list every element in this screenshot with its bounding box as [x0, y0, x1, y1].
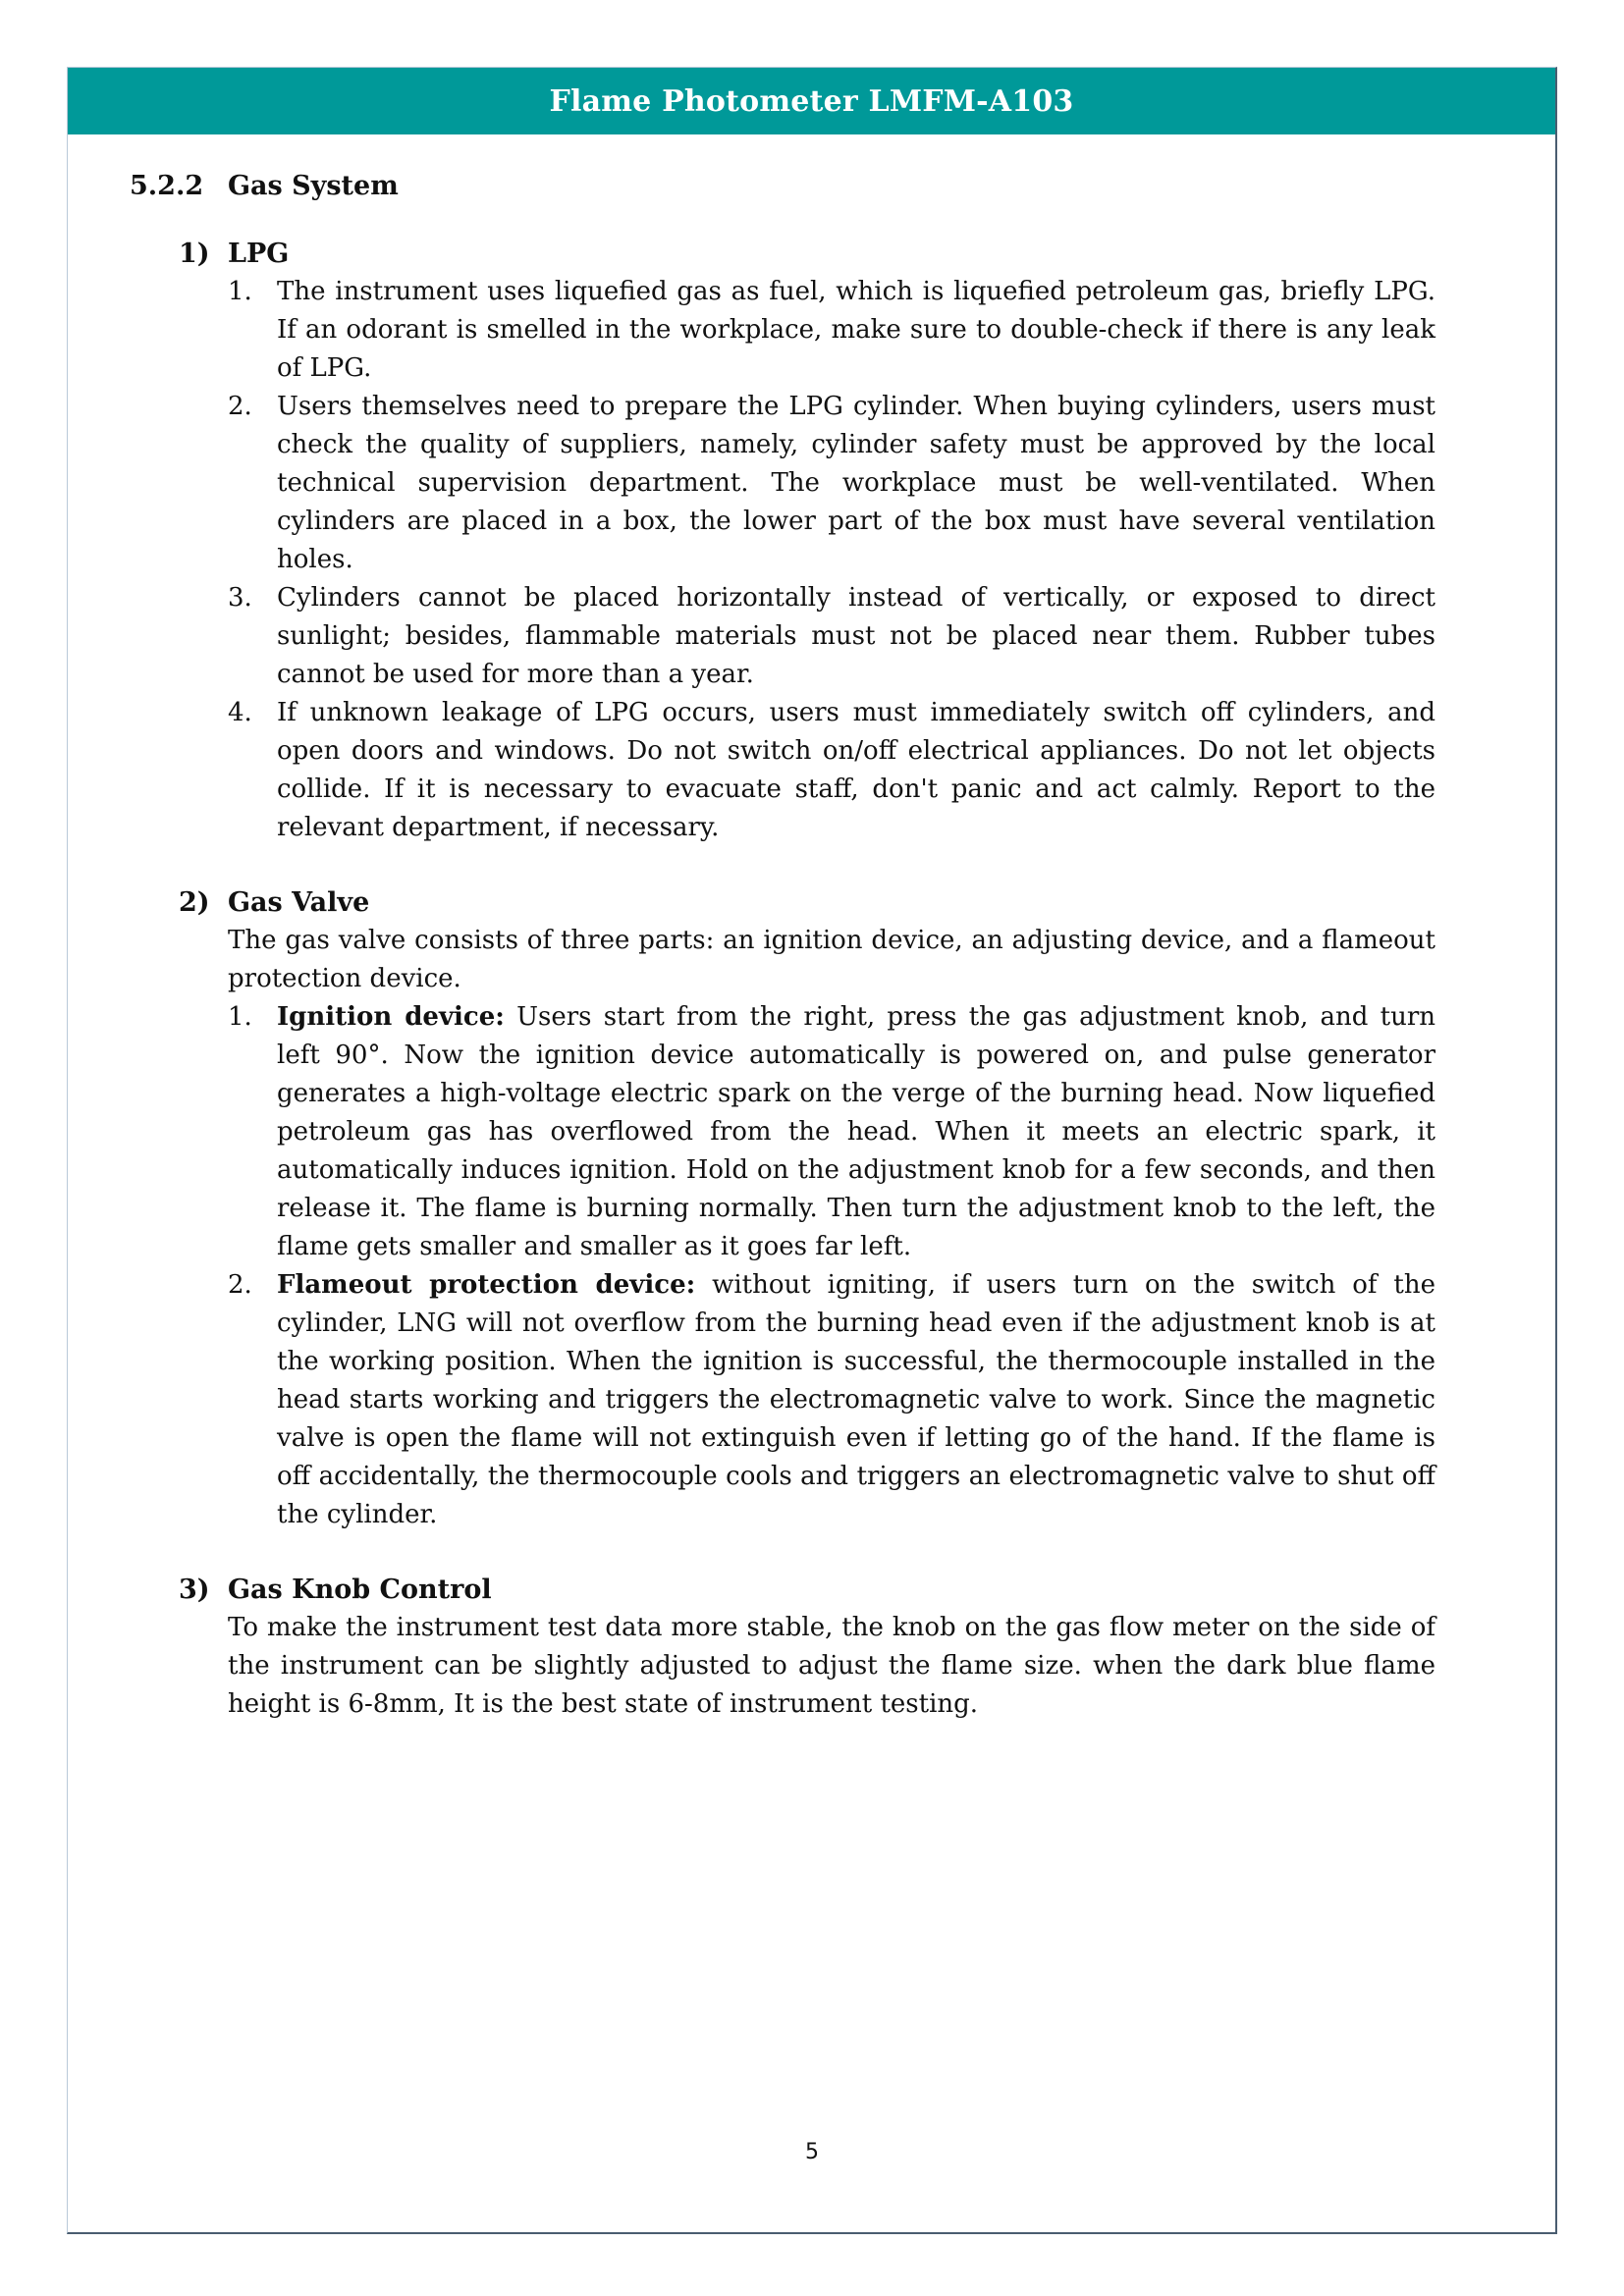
list-item-number: 2. [228, 392, 252, 421]
document-title: Flame Photometer LMFM-A103 [549, 83, 1074, 119]
list-item-body: Users start from the right, press the gas adjustment knob, and turn left 90°. Now the ignition device automatically is powered on, and pulse generator generates a high-voltage electric spark on the verge of the burning head. Now liquefied petroleum gas has overflowed from the head. When it meets an electric spark, it automatically induces ignition. Hold on the adjustment knob for a few seconds, and then release it. The flame is burning normally. Then turn the adjustment knob to the left, the flame gets smaller and smaller as it goes far left. [277, 1002, 1435, 1261]
list-item-lead: Ignition device: [277, 1002, 505, 1032]
page-content [130, 167, 1435, 1760]
subsection-gas-knob-control [130, 1571, 1435, 1724]
subsection-title: LPG [228, 239, 290, 269]
section-title: Gas System [228, 171, 399, 201]
subsection-intro: The gas valve consists of three parts: an ignition device, an adjusting device, and a flameout protection device. [228, 926, 1435, 993]
subsection-heading [179, 1571, 1435, 1609]
section-heading [130, 167, 1435, 205]
list-item-text: Users themselves need to prepare the LPG cylinder. When buying cylinders, users must check the quality of suppliers, namely, cylinder safety must be approved by the local technical supervision department. The workplace must be well-ventilated. When cylinders are placed in a box, the lower part of the box must have several ventilation holes. [277, 392, 1435, 574]
list-item-body: without igniting, if users turn on the switch of the cylinder, LNG will not overflow from the burning head even if the adjustment knob is at the working position. When the ignition is successful, the thermocouple installed in the head starts working and triggers the electromagnetic valve to work. Since the magnetic valve is open the flame will not extinguish even if letting go of the hand. If the flame is off accidentally, the thermocouple cools and triggers an electromagnetic valve to shut off the cylinder. [277, 1270, 1435, 1529]
list-item-text: Cylinders cannot be placed horizontally instead of vertically, or exposed to direct sunlight; besides, flammable materials must not be placed near them. Rubber tubes cannot be used for more than a year. [277, 583, 1435, 689]
list-item-text: The instrument uses liquefied gas as fuel, which is liquefied petroleum gas, briefly LPG. If an odorant is smelled in the workplace, make sure to double-check if there is any leak of LPG. [277, 277, 1435, 383]
section-number: 5.2.2 [130, 171, 204, 201]
list-item-number: 2. [228, 1270, 252, 1300]
list-item [228, 998, 1435, 1266]
list-item-lead: Flameout protection device: [277, 1270, 696, 1300]
list-item-number: 3. [228, 583, 252, 613]
subsection-intro: To make the instrument test data more stable, the knob on the gas flow meter on the side of the instrument can be slightly adjusted to adjust the flame size. when the dark blue flame height is 6-8mm, It is the best state of instrument testing. [228, 1613, 1435, 1719]
list-item [228, 1266, 1435, 1534]
list-item-number: 1. [228, 277, 252, 306]
subsection-heading [179, 235, 1435, 273]
subsection-gas-valve [130, 883, 1435, 1534]
list-item-number: 4. [228, 698, 252, 727]
subsection-title: Gas Valve [228, 887, 370, 918]
list-item-text [277, 1266, 1435, 1534]
list-item [228, 388, 1435, 579]
list-item-text [277, 998, 1435, 1266]
list-item [228, 694, 1435, 847]
document-header [68, 68, 1555, 134]
subsection-lpg [130, 235, 1435, 847]
list-item [228, 273, 1435, 388]
page-number: 5 [805, 2140, 819, 2164]
subsection-number: 1) [179, 239, 210, 269]
list-item [228, 579, 1435, 694]
subsection-number: 2) [179, 887, 210, 918]
list-item-number: 1. [228, 1002, 252, 1032]
subsection-heading [179, 883, 1435, 922]
subsection-number: 3) [179, 1575, 210, 1605]
subsection-title: Gas Knob Control [228, 1575, 492, 1605]
list-item-text: If unknown leakage of LPG occurs, users must immediately switch off cylinders, and open doors and windows. Do not switch on/off electrical appliances. Do not let objects collide. If it is necessary to evacuate staff, don't panic and act calmly. Report to the relevant department, if necessary. [277, 698, 1435, 842]
